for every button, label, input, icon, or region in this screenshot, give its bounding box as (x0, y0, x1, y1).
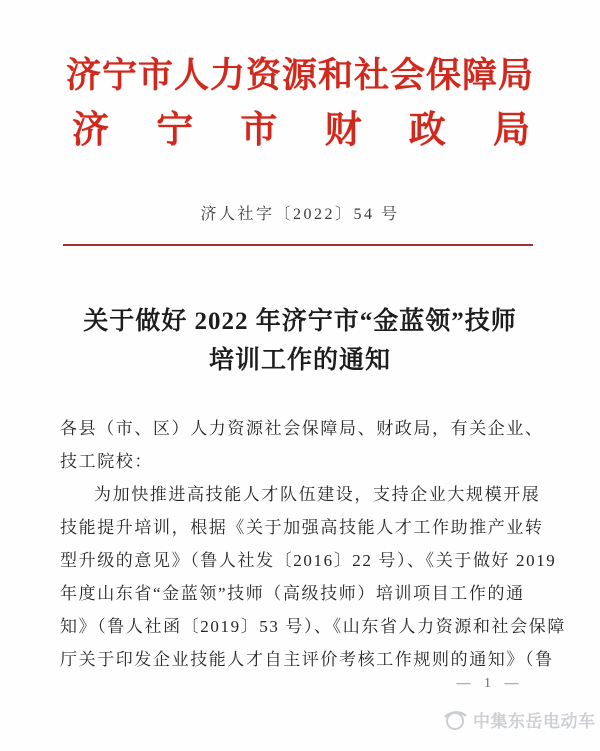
body-line: 技能提升培训，根据《关于加强高技能人才工作助推产业转 (60, 518, 544, 537)
issuing-agency-line2: 济 宁 市 财 政 局 (72, 110, 530, 151)
title-line2: 培训工作的通知 (208, 347, 391, 374)
watermark (443, 707, 596, 732)
red-divider-line (63, 244, 533, 246)
body-line: 年度山东省“金蓝领”技师（高级技师）培训项目工作的通 (60, 584, 525, 603)
salutation-line: 技工院校： (60, 452, 153, 471)
body-line: 型升级的意见》（鲁人社发〔2016〕22 号）、《关于做好 2019 (60, 551, 557, 570)
body-line: 厅关于印发企业技能人才自主评价考核工作规则的通知》（鲁 (60, 650, 554, 669)
document-title (0, 302, 600, 380)
page-number: — 1 — (456, 676, 524, 691)
body-line: 知》（鲁人社函〔2019〕53 号）、《山东省人力资源和社会保障 (60, 617, 566, 636)
watermark-text: 中集东岳电动车 (473, 712, 596, 731)
title-line1: 关于做好 2022 年济宁市“金蓝领”技师 (83, 308, 517, 335)
document-number: 济人社字〔2022〕54 号 (200, 206, 400, 223)
globe-swoosh-icon (443, 708, 467, 732)
issuing-agency-line1: 济宁市人力资源和社会保障局 (65, 56, 534, 95)
salutation-line: 各县（市、区）人力资源社会保障局、财政局，有关企业、 (60, 419, 544, 438)
body-line: 为加快推进高技能人才队伍建设，支持企业大规模开展 (94, 485, 541, 504)
document-body (60, 412, 566, 676)
